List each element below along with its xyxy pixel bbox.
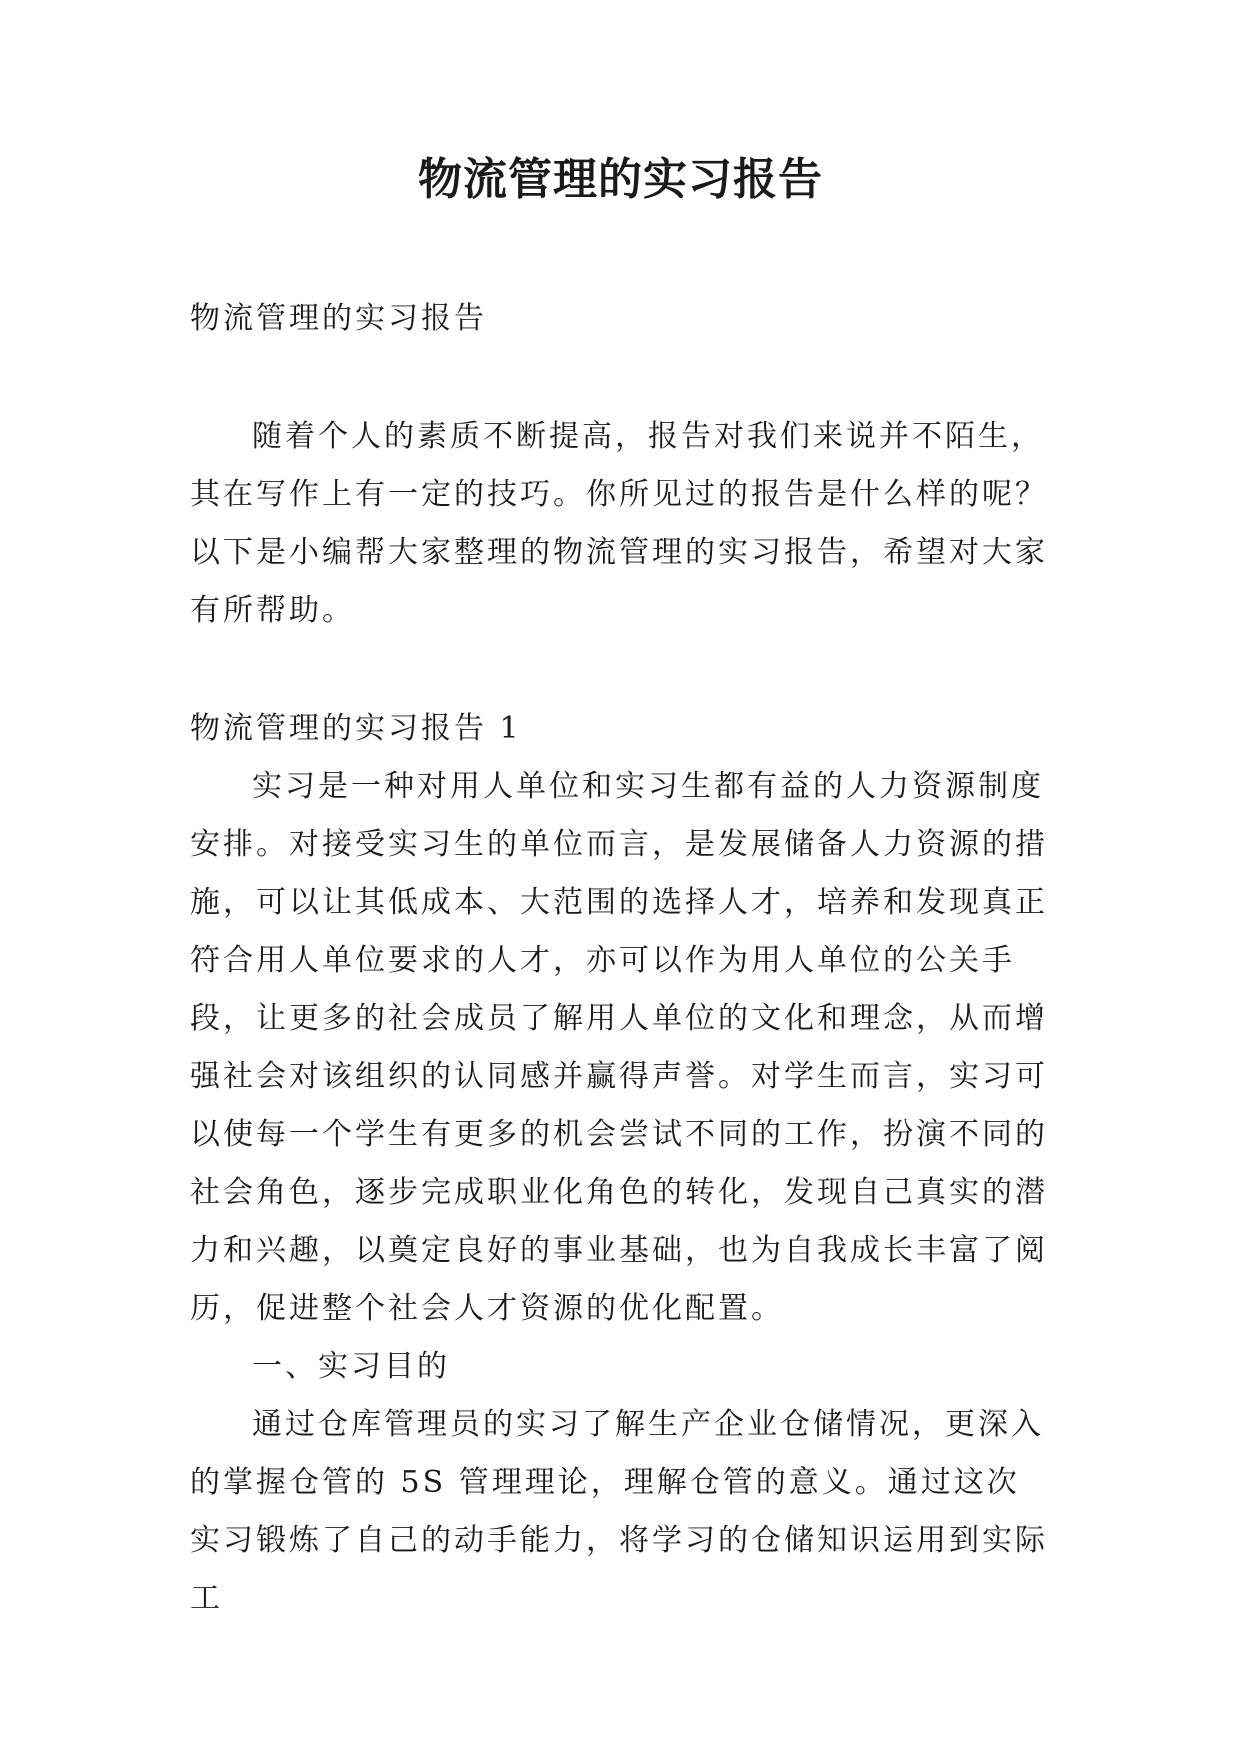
document-title: 物流管理的实习报告 — [418, 154, 823, 205]
section-paragraph-2: 通过仓库管理员的实习了解生产企业仓储情况，更深入的掌握仓管的 5S 管理理论，理解仓管的意义。通过这次实习锻炼了自己的动手能力，将学习的仓储知识运用到实际工 — [190, 1407, 1048, 1616]
section-paragraph-1: 实习是一种对用人单位和实习生都有益的人力资源制度安排。对接受实习生的单位而言，是发展储备人力资源的措施，可以让其低成本、大范围的选择人才，培养和发现真正符合用人单位要求的人才，亦可以作为用人单位的公关手段，让更多的社会成员了解用人单位的文化和理念，从而增强社会对该组织的认同感并赢得声誉。对学生而言，实习可以使每一个学生有更多的机会尝试不同的工作，扮演不同的社会角色，逐步完成职业化角色的转化，发现自己真实的潜力和兴趣，以奠定良好的事业基础，也为自我成长丰富了阅历，促进整个社会人才资源的优化配置。 — [190, 769, 1048, 1326]
intro-paragraph: 随着个人的素质不断提高，报告对我们来说并不陌生，其在写作上有一定的技巧。你所见过的报告是什么样的呢？以下是小编帮大家整理的物流管理的实习报告，希望对大家有所帮助。 — [190, 419, 1048, 628]
document-body — [190, 290, 1050, 1628]
document-subtitle: 物流管理的实习报告 — [190, 301, 487, 336]
subheading-purpose: 一、实习目的 — [252, 1349, 450, 1384]
section-heading: 物流管理的实习报告 1 — [190, 711, 522, 746]
